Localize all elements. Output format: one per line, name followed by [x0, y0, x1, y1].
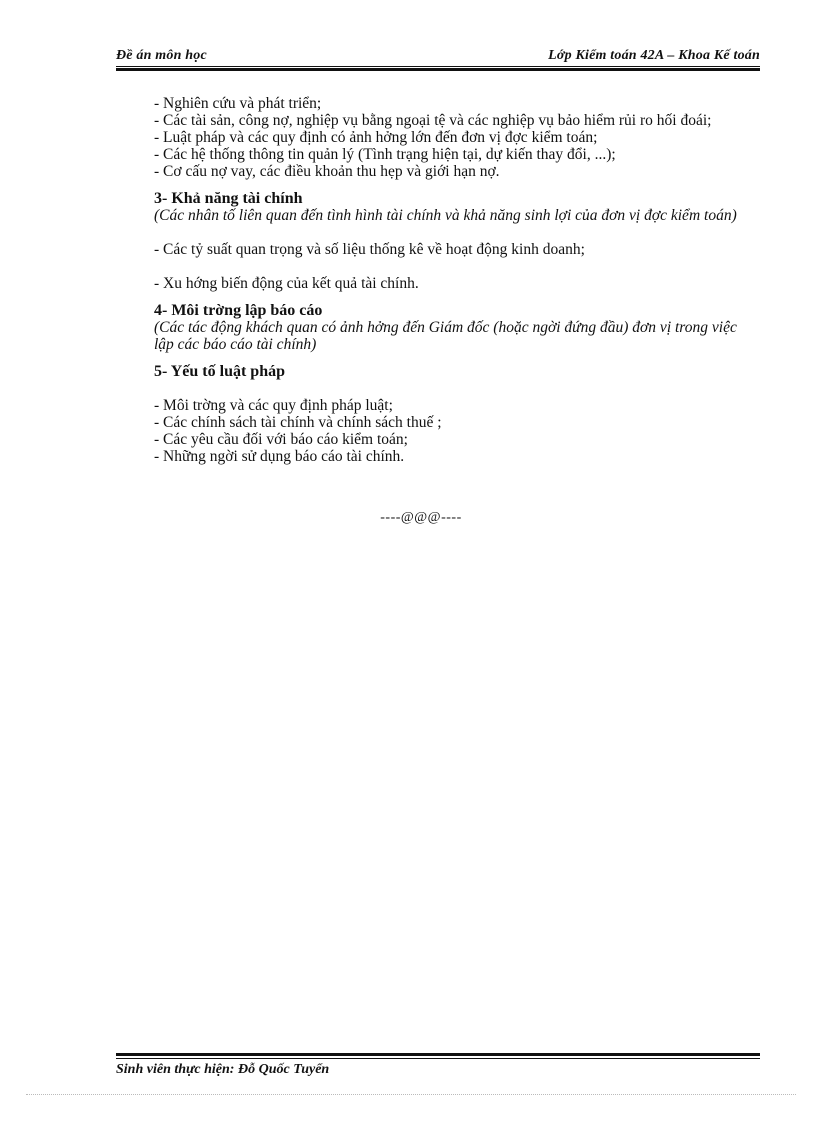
page-content [154, 95, 758, 526]
page-header [116, 48, 760, 68]
header-class-info: Lớp Kiểm toán 42A – Khoa Kế toán [548, 48, 760, 63]
list-item: - Xu hớng biến động của kết quả tài chính. [154, 275, 419, 292]
header-course-title: Đề án môn học [116, 48, 207, 63]
list-item: - Nghiên cứu và phát triển; [154, 95, 322, 112]
list-item: - Cơ cấu nợ vay, các điều khoản thu hẹp và giới hạn nợ. [154, 163, 500, 180]
section-4-note: (Các tác động khách quan có ảnh hởng đến Giám đốc (hoặc ngời đứng đầu) đơn vị trong việc lập các báo cáo tài chính) [154, 319, 737, 353]
list-item: - Các hệ thống thông tin quản lý (Tình trạng hiện tại, dự kiến thay đổi, ...); [154, 146, 616, 163]
list-item: - Luật pháp và các quy định có ảnh hởng lớn đến đơn vị đợc kiểm toán; [154, 129, 598, 146]
list-item: - Môi trờng và các quy định pháp luật; [154, 397, 393, 414]
header-rule [116, 66, 760, 67]
section-3-title: 3- Khả năng tài chính [154, 190, 303, 207]
section-3-note: (Các nhân tố liên quan đến tình hình tài chính và khả năng sinh lợi của đơn vị đợc kiểm toán) [154, 207, 737, 224]
list-item: - Các tỷ suất quan trọng và số liệu thống kê về hoạt động kinh doanh; [154, 241, 585, 258]
page-bottom-dotted-line [26, 1094, 796, 1095]
header-rule-thick [116, 68, 760, 71]
list-item: - Các tài sản, công nợ, nghiệp vụ bằng ngoại tệ và các nghiệp vụ bảo hiểm rủi ro hối đoái; [154, 112, 712, 129]
list-item: - Những ngời sử dụng báo cáo tài chính. [154, 448, 405, 465]
list-item: - Các yêu cầu đối với báo cáo kiểm toán; [154, 431, 408, 448]
page-footer: Sinh viên thực hiện: Đỗ Quốc Tuyển [116, 1062, 330, 1076]
section-4-title: 4- Môi trờng lập báo cáo [154, 302, 323, 319]
section-5-title: 5- Yếu tố luật pháp [154, 363, 285, 380]
footer-rule-thick [116, 1053, 760, 1056]
footer-rule [116, 1058, 760, 1059]
end-separator: ----@@@---- [380, 510, 462, 525]
list-item: - Các chính sách tài chính và chính sách thuế ; [154, 414, 442, 431]
